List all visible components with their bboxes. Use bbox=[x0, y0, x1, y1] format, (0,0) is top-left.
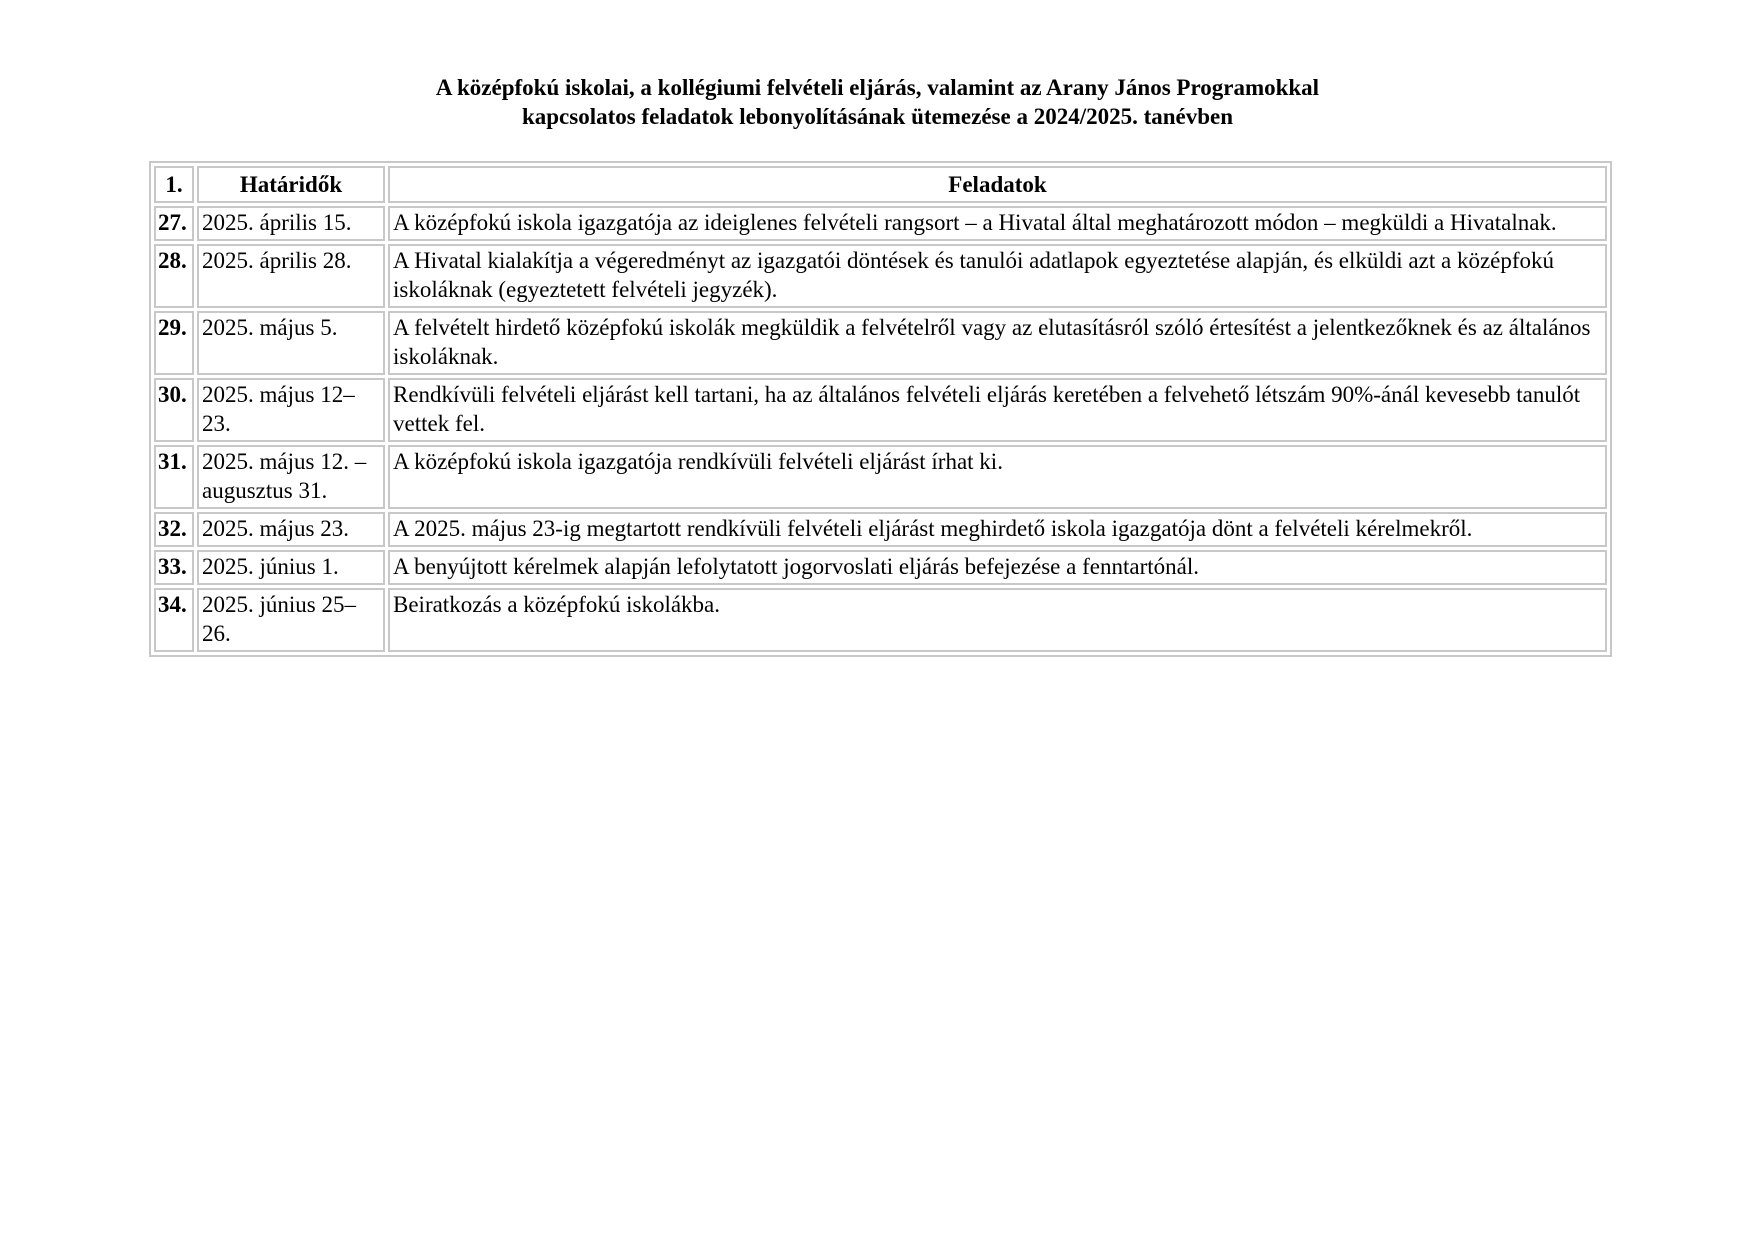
schedule-table bbox=[149, 161, 1612, 657]
row-deadline: 2025. május 12. – augusztus 31. bbox=[197, 445, 385, 509]
row-deadline: 2025. május 5. bbox=[197, 311, 385, 375]
row-task: A benyújtott kérelmek alapján lefolytatott jogorvoslati eljárás befejezése a fenntartónál. bbox=[388, 550, 1607, 585]
row-number: 31. bbox=[154, 445, 194, 509]
row-task: A felvételt hirdető középfokú iskolák megküldik a felvételről vagy az elutasításról szóló értesítést a jelentkezőknek és az általános iskoláknak. bbox=[388, 311, 1607, 375]
row-deadline: 2025. június 1. bbox=[197, 550, 385, 585]
table-row bbox=[154, 206, 1607, 241]
row-number: 33. bbox=[154, 550, 194, 585]
header-task: Feladatok bbox=[388, 166, 1607, 203]
table-row bbox=[154, 550, 1607, 585]
row-number: 30. bbox=[154, 378, 194, 442]
page-title-line-1: A középfokú iskolai, a kollégiumi felvételi eljárás, valamint az Arany János Programokkal bbox=[435, 75, 1320, 100]
table-row bbox=[154, 588, 1607, 652]
row-number: 29. bbox=[154, 311, 194, 375]
table-header-row bbox=[154, 166, 1607, 203]
table-row bbox=[154, 512, 1607, 547]
schedule-table-container bbox=[149, 161, 1612, 657]
row-number: 28. bbox=[154, 244, 194, 308]
row-deadline: 2025. május 12–23. bbox=[197, 378, 385, 442]
table-row bbox=[154, 244, 1607, 308]
header-deadline: Határidők bbox=[197, 166, 385, 203]
page-title bbox=[0, 73, 1755, 131]
row-task: A Hivatal kialakítja a végeredményt az igazgatói döntések és tanulói adatlapok egyeztetése alapján, és elküldi azt a középfokú iskoláknak (egyeztetett felvételi jegyzék). bbox=[388, 244, 1607, 308]
row-task: A középfokú iskola igazgatója rendkívüli felvételi eljárást írhat ki. bbox=[388, 445, 1607, 509]
table-row bbox=[154, 445, 1607, 509]
row-task: A 2025. május 23-ig megtartott rendkívüli felvételi eljárást meghirdető iskola igazgatója dönt a felvételi kérelmekről. bbox=[388, 512, 1607, 547]
row-deadline: 2025. április 15. bbox=[197, 206, 385, 241]
row-number: 34. bbox=[154, 588, 194, 652]
row-task: A középfokú iskola igazgatója az ideiglenes felvételi rangsort – a Hivatal által meghatározott módon – megküldi a Hivatalnak. bbox=[388, 206, 1607, 241]
table-row bbox=[154, 378, 1607, 442]
row-deadline: 2025. május 23. bbox=[197, 512, 385, 547]
page-title-line-2: kapcsolatos feladatok lebonyolításának ütemezése a 2024/2025. tanévben bbox=[521, 104, 1234, 129]
row-number: 27. bbox=[154, 206, 194, 241]
table-row bbox=[154, 311, 1607, 375]
row-deadline: 2025. június 25–26. bbox=[197, 588, 385, 652]
row-task: Rendkívüli felvételi eljárást kell tartani, ha az általános felvételi eljárás keretében a felvehető létszám 90%-ánál kevesebb tanulót vettek fel. bbox=[388, 378, 1607, 442]
row-number: 32. bbox=[154, 512, 194, 547]
row-task: Beiratkozás a középfokú iskolákba. bbox=[388, 588, 1607, 652]
row-deadline: 2025. április 28. bbox=[197, 244, 385, 308]
header-number: 1. bbox=[154, 166, 194, 203]
